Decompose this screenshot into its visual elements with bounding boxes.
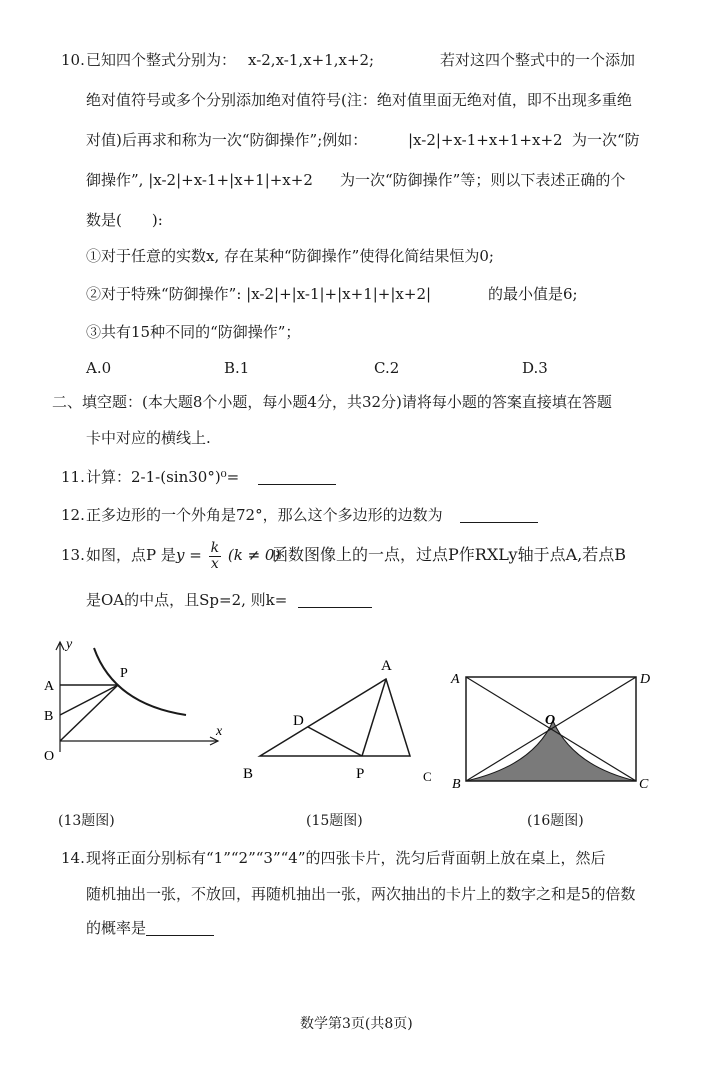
fig15-label-c: C xyxy=(423,769,432,784)
q10-option-c: C.2 xyxy=(374,359,400,377)
q14-answer-blank xyxy=(146,935,214,936)
q10-line4-a: 御操作”, |x-2|+x-1+|x+1|+x+2 xyxy=(86,171,313,189)
fig16-label-a: A xyxy=(451,672,460,687)
q10-line1-c: 若对这四个整式中的一个添加 xyxy=(440,51,636,69)
fig15-segment-dp xyxy=(308,727,362,756)
fig15-label-b: B xyxy=(243,766,254,782)
fig16-caption: (16题图) xyxy=(527,813,584,829)
q13-fraction-numerator: k xyxy=(210,539,220,556)
q13-fraction xyxy=(209,541,221,572)
q10-line1-a: 已知四个整式分别为： xyxy=(86,51,237,69)
fig15-segment-ap xyxy=(362,679,386,756)
q10-statement-2-b: 的最小值是6; xyxy=(488,285,578,303)
q10-statement-3: ③共有15种不同的“防御操作”； xyxy=(86,323,301,341)
page-footer: 数学第3页(共8页) xyxy=(300,1016,413,1032)
q12-text: 正多边形的一个外角是72°，那么这个多边形的边数为 xyxy=(86,506,443,524)
q10-option-b: B.1 xyxy=(224,359,250,377)
q10-line5: 数是( ): xyxy=(86,211,163,229)
figure-16 xyxy=(448,666,668,796)
q13-answer-blank xyxy=(298,607,372,608)
q10-line1-b: x-2,x-1,x+1,x+2; xyxy=(248,51,375,69)
fig13-segment-po xyxy=(60,685,118,741)
fig13-label-o: O xyxy=(44,749,55,762)
q10-number: 10. xyxy=(61,51,85,69)
q13-text-b: 函数图像上的一点，过点P作RXLy轴于点A,若点B xyxy=(272,545,626,564)
fig13-label-x: x xyxy=(216,724,223,739)
q10-line3-a: 对值)后再求和称为一次“防御操作”;例如： xyxy=(86,131,368,149)
fig16-shaded-region xyxy=(466,721,636,781)
figure-15 xyxy=(238,650,438,790)
q14-number: 14. xyxy=(61,849,85,867)
q10-line3-c: 为一次“防 xyxy=(572,131,640,149)
fig13-label-a: A xyxy=(44,679,55,694)
fig13-label-b: B xyxy=(44,709,54,724)
section2-line2: 卡中对应的横线上. xyxy=(86,429,211,447)
q10-line2: 绝对值符号或多个分别添加绝对值符号(注：绝对值里面无绝对值，即不出现多重绝 xyxy=(86,91,632,109)
q13-y-equals: y = xyxy=(176,546,202,564)
q13-line2: 是OA的中点，且Sp=2, 则k= xyxy=(86,591,288,609)
section2-line1: 二、填空题：(本大题8个小题，每小题4分，共32分)请将每小题的答案直接填在答题 xyxy=(52,393,612,411)
q10-line3-b: |x-2|+x-1+x+1+x+2 xyxy=(408,131,563,149)
fig15-caption: (15题图) xyxy=(306,813,363,829)
q13-text-a: 如图，点P 是 xyxy=(86,546,176,564)
q10-statement-1: ①对于任意的实数x, 存在某种“防御操作”使得化简结果恒为0; xyxy=(86,247,494,265)
fig16-label-d: D xyxy=(640,672,651,687)
fig15-triangle-abc xyxy=(260,679,410,756)
q14-line1: 现将正面分别标有“1”“2”“3”“4”的四张卡片，洗匀后背面朝上放在桌上，然后 xyxy=(86,849,606,867)
q10-line4-b: 为一次“防御操作”等；则以下表述正确的个 xyxy=(340,171,626,189)
q11-number: 11. xyxy=(61,468,85,486)
q13-condition: (k ≠ 0) xyxy=(227,546,281,564)
fig13-label-p: P xyxy=(120,666,128,681)
fig13-label-y: y xyxy=(66,637,73,652)
q14-line2: 随机抽出一张，不放回，再随机抽出一张，两次抽出的卡片上的数字之和是5的倍数 xyxy=(86,885,636,903)
fig13-segment-pb xyxy=(60,685,118,715)
fig13-caption: (13题图) xyxy=(58,813,115,829)
fig16-label-b: B xyxy=(452,777,461,792)
q13-function-expression xyxy=(176,535,280,575)
q14-line3: 的概率是 xyxy=(86,919,147,937)
q13-fraction-denominator: x xyxy=(210,555,219,572)
fig16-label-c: C xyxy=(639,777,649,792)
fig15-label-d: D xyxy=(293,713,304,729)
q10-statement-2-a: ②对于特殊“防御操作”: |x-2|+|x-1|+|x+1|+|x+2| xyxy=(86,285,432,303)
fig16-label-o: O xyxy=(545,713,556,728)
fig15-label-a: A xyxy=(381,658,392,674)
figure-13 xyxy=(30,632,230,762)
q10-option-d: D.3 xyxy=(522,359,548,377)
fig13-hyperbola xyxy=(94,648,186,715)
q11-text: 计算：2-1-(sin30°)⁰= xyxy=(86,468,240,486)
q10-option-a: A.0 xyxy=(86,359,112,377)
fig15-label-p: P xyxy=(356,766,365,782)
q12-answer-blank xyxy=(460,522,538,523)
q11-answer-blank xyxy=(258,484,336,485)
q13-number: 13. xyxy=(61,546,85,564)
q12-number: 12. xyxy=(61,506,85,524)
